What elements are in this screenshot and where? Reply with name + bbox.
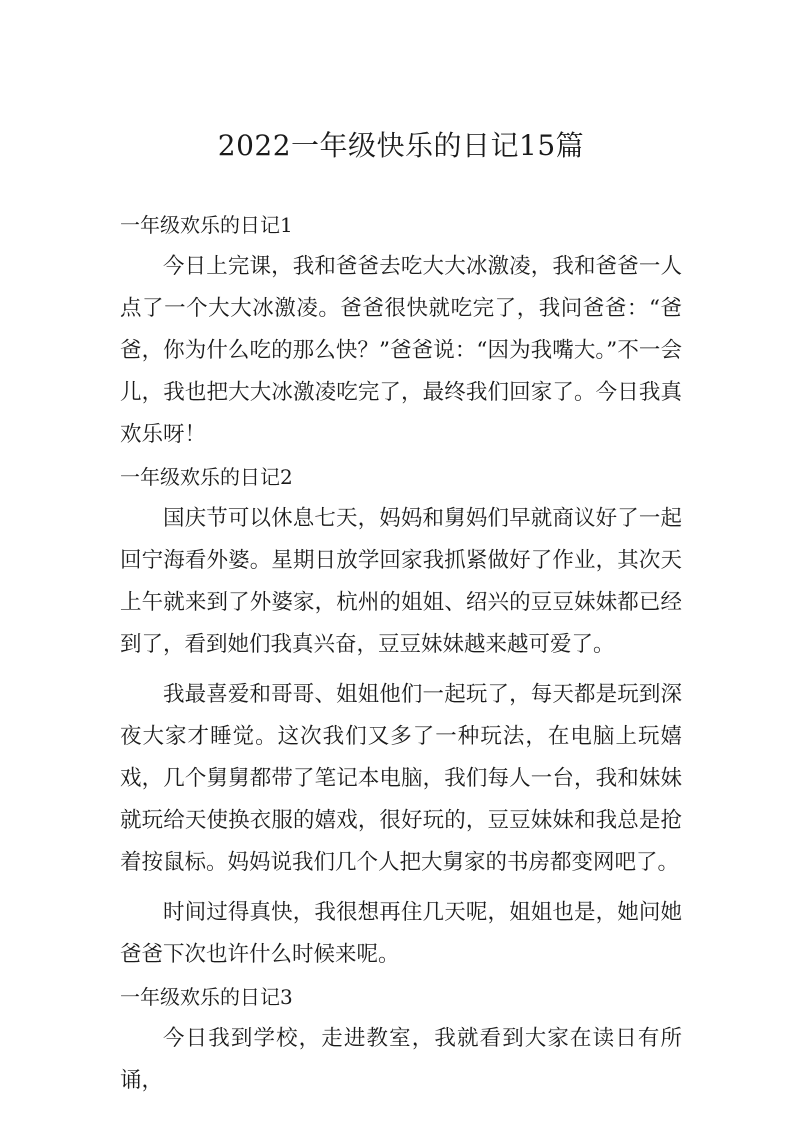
section-heading: 一年级欢乐的日记2 (120, 465, 293, 489)
paragraph: 时间过得真快，我很想再住几天呢，姐姐也是，她问她爸爸下次也许什么时候来呢。 (120, 900, 682, 967)
section-heading: 一年级欢乐的日记3 (120, 985, 293, 1009)
section-heading: 一年级欢乐的日记1 (120, 213, 293, 237)
paragraph: 国庆节可以休息七天，妈妈和舅妈们早就商议好了一起回宁海看外婆。星期日放学回家我抓紧做好了作业，其次天上午就来到了外婆家，杭州的姐姐、绍兴的豆豆妹妹都已经到了，看到她们我真兴奋，豆豆妹妹越来越可爱了。 (120, 506, 682, 657)
diary-section-3 (120, 976, 682, 1102)
diary-section-1 (120, 204, 682, 456)
paragraph: 我最喜爱和哥哥、姐姐他们一起玩了，每天都是玩到深夜大家才睡觉。这次我们又多了一种玩法，在电脑上玩嬉戏，几个舅舅都带了笔记本电脑，我们每人一台，我和妹妹就玩给天使换衣服的嬉戏，很好玩的，豆豆妹妹和我总是抢着按鼠标。妈妈说我们几个人把大舅家的书房都变网吧了。 (120, 682, 682, 875)
paragraph: 今日上完课，我和爸爸去吃大大冰激凌，我和爸爸一人点了一个大大冰激凌。爸爸很快就吃完了，我问爸爸：“爸爸，你为什么吃的那么快？”爸爸说：“因为我嘴大。”不一会儿，我也把大大冰激凌吃完了，最终我们回家了。今日我真欢乐呀！ (120, 254, 682, 447)
paragraph: 今日我到学校，走进教室，我就看到大家在读日有所诵， (120, 1026, 682, 1093)
diary-section-2 (120, 456, 682, 976)
document-title: 2022一年级快乐的日记15篇 (217, 129, 585, 162)
